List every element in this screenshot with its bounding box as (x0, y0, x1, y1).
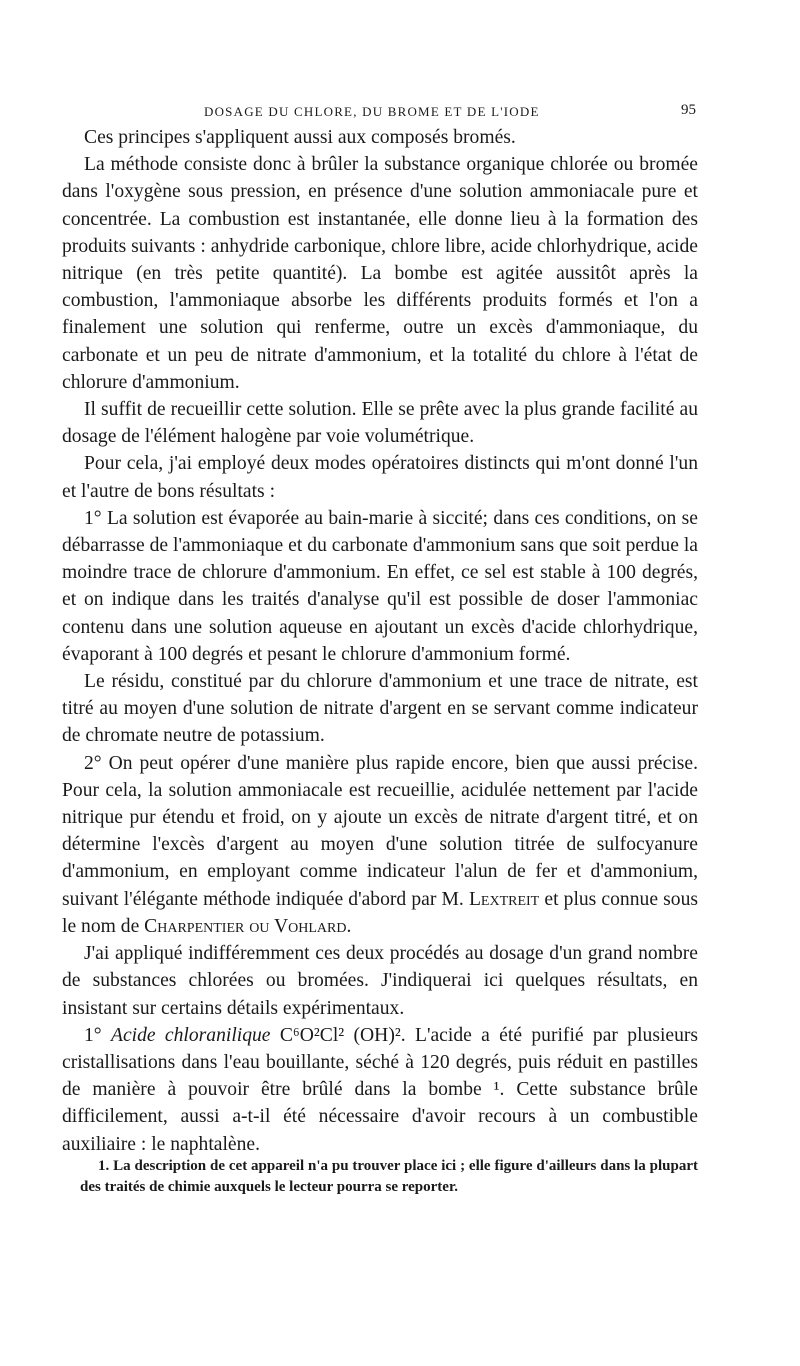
paragraph-7 (62, 750, 698, 940)
paragraph-9 (62, 1022, 698, 1158)
paragraph-5: 1° La solution est évaporée au bain-marie à siccité; dans ces conditions, on se débarrasse de l'ammoniaque et du carbonate d'ammonium sans que soit perdue la moindre trace de chlorure d'ammonium. En effet, ce sel est stable à 100 degrés, et on indique dans les traités d'analyse qu'il est possible de doser l'ammoniac contenu dans une solution aqueuse en ajoutant un excès d'acide chlorhydrique, évaporant à 100 degrés et pesant le chlorure d'ammonium formé. (62, 507, 698, 665)
paragraph-9-text: L'acide a été purifié par plusieurs cristallisations dans l'eau bouillante, séché à 120 degrés, puis réduit en pastilles de manière à pouvoir être brûlé dans la bombe ¹. Cette substance brûle difficilement, aussi a-t-il été nécessaire d'avoir recours à un combustible auxiliaire : le naphtalène. (62, 1024, 699, 1155)
paragraph-3: Il suffit de recueillir cette solution. Elle se prête avec la plus grande facilité au dosage de l'élément halogène par voie volumétrique. (62, 399, 698, 448)
paragraph-7-text: 2° On peut opérer d'une manière plus rapide encore, bien que aussi précise. Pour cela, la solution ammoniacale est recueillie, acidulée nettement par l'acide nitrique pur étendu et froid, on y ajoute un excès de nitrate d'argent titré, et on détermine l'excès d'argent au moyen d'une solution titrée de sulfocyanure d'ammonium, en employant comme indicateur l'alun de fer et d'ammonium, suivant l'élégante méthode indiquée d'abord par M. (62, 752, 698, 910)
paragraph-1: Ces principes s'appliquent aussi aux composés bromés. (84, 127, 516, 148)
author-name-charpentier-vohlard: Charpentier ou Vohlard (144, 915, 347, 937)
footnote (80, 1156, 698, 1198)
chemical-formula: C⁶O²Cl² (OH)². (270, 1024, 406, 1046)
paragraph-6: Le résidu, constitué par du chlorure d'ammonium et une trace de nitrate, est titré au moyen d'une solution de nitrate d'argent en se servant comme indicateur de chromate neutre de potassium. (62, 671, 698, 747)
running-title: DOSAGE DU CHLORE, DU BROME ET DE L'IODE (204, 104, 540, 119)
author-name-lextreit: Lextreit (468, 888, 540, 910)
body-text (62, 124, 698, 1158)
paragraph-2: La méthode consiste donc à brûler la substance organique chlorée ou bromée dans l'oxygène sous pression, en présence d'une solution ammoniacale pure et concentrée. La combustion est instantanée, elle donne lieu à la formation des produits suivants : anhydride carbonique, chlore libre, acide chlorhydrique, acide nitrique (en très petite quantité). La bombe est agitée aussitôt après la combustion, l'ammoniaque absorbe les différents produits formés et l'on a finalement une solution qui renferme, outre un excès d'ammoniaque, du carbonate et un peu de nitrate d'ammonium, et la totalité du chlore à l'état de chlorure d'ammonium. (62, 154, 698, 393)
item-number: 1° (84, 1024, 111, 1046)
paragraph-4: Pour cela, j'ai employé deux modes opératoires distincts qui m'ont donné l'un et l'autre de bons résultats : (62, 453, 698, 502)
paragraph-8: J'ai appliqué indifféremment ces deux procédés au dosage d'un grand nombre de substances chlorées ou bromées. J'indiquerai ici quelques résultats, en insistant sur certains détails expérimentaux. (62, 943, 698, 1019)
paragraph-7-middle: et plus connue sous le nom de (62, 888, 698, 937)
compound-name: Acide chloranilique (110, 1024, 271, 1046)
running-header (62, 98, 698, 124)
page (62, 98, 698, 1158)
page-number: 95 (681, 102, 696, 118)
paragraph-7-end: . (346, 915, 352, 937)
footnote-text: 1. La description de cet appareil n'a pu trouver place ici ; elle figure d'ailleurs dans la plupart des traités de chimie auxquels le lecteur pourra se reporter. (80, 1158, 698, 1195)
